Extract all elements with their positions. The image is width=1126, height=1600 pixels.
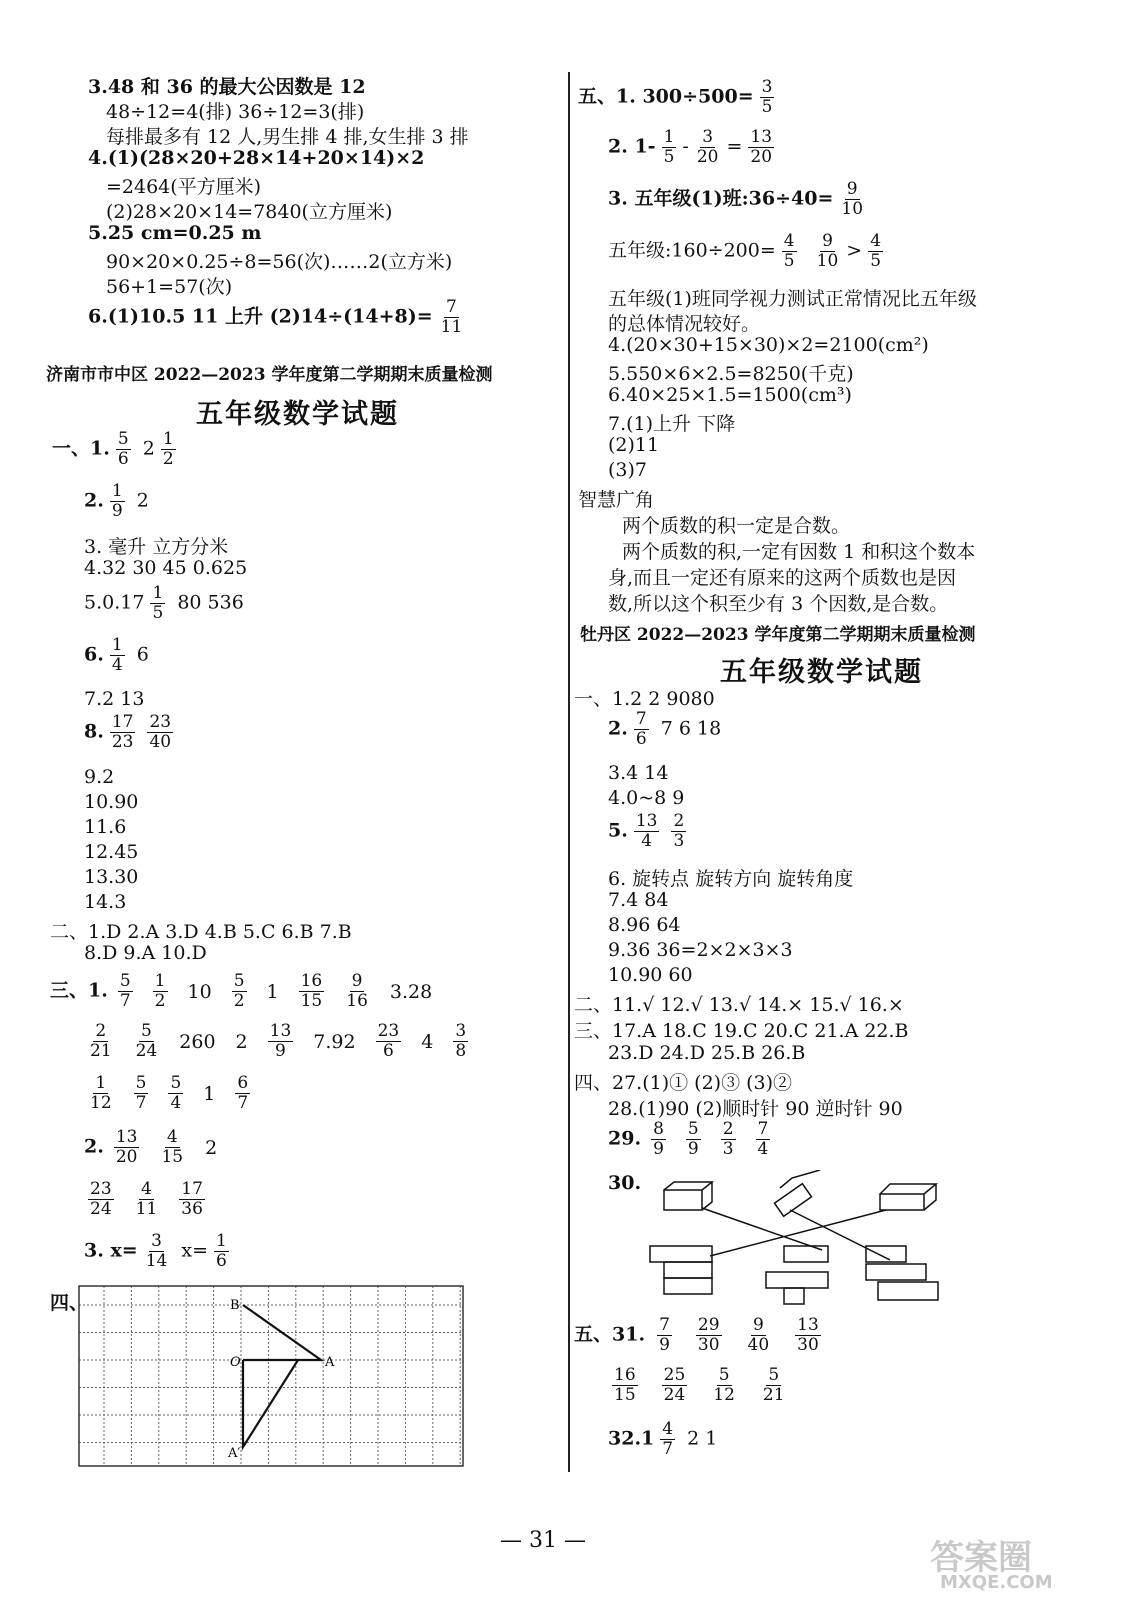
q1-10: 10.90 [84, 791, 139, 813]
q3-1-row1: 三、1. $\frac{5}{7}$ $\frac{1}{2}$ 10 $\frac{5}{2}$ 1 $\frac{16}{15}$ $\frac{9}{16}$ 3.28 [50, 971, 433, 1012]
value-token: 7.92 [313, 1030, 356, 1053]
match-line [790, 1210, 890, 1260]
q1-7: 7.2 13 [84, 688, 145, 710]
q2-line1: 二、1.D 2.A 3.D 4.B 5.C 6.B 7.B [50, 921, 352, 943]
cuboid-1 [664, 1182, 712, 1210]
fraction: $\frac{23}{40}$ [149, 712, 172, 753]
r2-q1-8: 8.96 64 [608, 914, 681, 936]
q1-13: 13.30 [84, 866, 139, 888]
q1-6: 6. $\frac{1}{4}$ 6 [84, 635, 149, 676]
r2-q2: 二、11.√ 12.√ 13.√ 14.× 15.√ 16.× [574, 994, 904, 1016]
fraction: $\frac{1}{2}$ [162, 429, 174, 470]
fraction: $\frac{17}{36}$ [181, 1179, 203, 1220]
q1-3: 3. 毫升 立方分米 [84, 536, 229, 558]
fraction: $\frac{13}{20}$ [115, 1127, 138, 1168]
fraction: $\frac{8}{9}$ [653, 1119, 664, 1160]
r2-q1-6: 6. 旋转点 旋转方向 旋转角度 [608, 868, 854, 890]
fraction: $\frac{6}{7}$ [237, 1073, 249, 1114]
q1-2: 2. $\frac{1}{9}$ 2 [84, 481, 149, 522]
r-q5-7b: (2)11 [608, 434, 660, 456]
fraction: $\frac{17}{23}$ [111, 712, 134, 753]
fraction: $\frac{1}{9}$ [111, 481, 123, 522]
fraction: $\frac{4}{15}$ [161, 1127, 184, 1168]
fraction: $\frac{16}{15}$ [614, 1365, 636, 1406]
q1-8: 8. $\frac{17}{23}$ $\frac{23}{40}$ [84, 712, 172, 753]
coordinate-grid [78, 1285, 470, 1471]
q1-11: 11.6 [84, 816, 127, 838]
ans-4-line3: (2)28×20×14=7840(立方厘米) [106, 201, 393, 223]
fraction: $\frac{13}{9}$ [269, 1021, 292, 1062]
r2-q3-line2: 23.D 24.D 25.B 26.B [608, 1042, 806, 1064]
point-a-label: A [325, 1355, 335, 1370]
r2-q5-32: 32.1 $\frac{4}{7}$ 2 1 [608, 1419, 718, 1460]
r2-q1-3: 3.4 14 [608, 762, 669, 784]
fraction: $\frac{25}{24}$ [663, 1365, 686, 1406]
q3-2-row1: 2. $\frac{13}{20}$ $\frac{4}{15}$ 2 [84, 1127, 218, 1168]
page-number: — 31 — [500, 1528, 586, 1553]
fraction: $\frac{9}{10}$ [841, 179, 864, 220]
q3-1-row3 [78, 1074, 260, 1113]
wisdom-corner-heading: 智慧广角 [578, 489, 655, 511]
r2-q1-5: 5. $\frac{13}{4}$ $\frac{2}{3}$ [608, 811, 685, 852]
ans-3-line3: 每排最多有 12 人,男生排 4 排,女生排 3 排 [106, 126, 469, 148]
value-token: 2 [235, 1030, 248, 1053]
fraction: $\frac{5}{24}$ [135, 1021, 158, 1062]
value-token: 2 [205, 1136, 218, 1159]
wisdom-line4: 数,所以这个积至少有 3 个因数,是合数。 [608, 593, 949, 615]
match-line [710, 1210, 886, 1256]
r-q5-3c: 五年级(1)班同学视力测试正常情况比五年级 [608, 288, 977, 310]
fraction: $\frac{4}{5}$ [783, 231, 795, 272]
r2-q5-31-row2 [600, 1366, 799, 1405]
fraction: $\frac{1}{5}$ [152, 583, 164, 624]
q1-9: 9.2 [84, 766, 115, 788]
wisdom-line1: 两个质数的积一定是合数。 [622, 515, 851, 537]
q3-1-row2 [78, 1022, 478, 1061]
r2-q3-line1: 三、17.A 18.C 19.C 20.C 21.A 22.B [574, 1020, 909, 1042]
fraction: $\frac{13}{20}$ [750, 127, 773, 168]
q2-line2: 8.D 9.A 10.D [84, 942, 207, 964]
fraction: $\frac{3}{20}$ [696, 127, 719, 168]
wisdom-line3: 身,而且一定还有原来的这两个质数也是因 [608, 567, 957, 589]
q3-3: 3. x= $\frac{3}{14}$ x= $\frac{1}{6}$ [84, 1231, 227, 1272]
column-divider [568, 72, 570, 1472]
q1-4: 4.32 30 45 0.625 [84, 557, 248, 579]
point-b-label: B [230, 1298, 240, 1313]
cuboid-2 [774, 1170, 820, 1216]
fraction: $\frac{16}{15}$ [300, 971, 323, 1012]
r2-q1-1: 一、1.2 2 9080 [574, 688, 715, 710]
fraction: $\frac{7}{4}$ [757, 1119, 769, 1160]
ans-5-line3: 56+1=57(次) [106, 276, 233, 298]
fraction: $\frac{9}{40}$ [747, 1315, 770, 1356]
r2-q4-28: 28.(1)90 (2)顺时针 90 逆时针 90 [608, 1098, 903, 1120]
fraction: $\frac{9}{10}$ [816, 231, 839, 272]
watermark-logo: 答案圈 [930, 1538, 1032, 1578]
triangle-rotated [243, 1360, 298, 1447]
fraction: $\frac{3}{14}$ [145, 1231, 168, 1272]
r2-q4-27: 四、27.(1)① (2)③ (3)② [574, 1072, 793, 1094]
r-q5-7: 7.(1)上升 下降 [608, 413, 736, 435]
fraction: $\frac{23}{24}$ [90, 1179, 112, 1220]
r-q5-2: 2. 1- $\frac{1}{5}$ - $\frac{3}{20}$ = $\frac{13}{20}$ [608, 127, 773, 168]
watermark-url: MXQE.COM [940, 1572, 1053, 1593]
cuboid-views-matching [640, 1170, 945, 1310]
r-q5-3b: 五年级:160÷200= $\frac{4}{5}$ $\frac{9}{10}$ > $\frac{4}{5}$ [608, 231, 882, 272]
r2-q4-29: 29. $\frac{8}{9}$ $\frac{5}{9}$ $\frac{2}{3}$ $\frac{7}{4}$ [608, 1119, 769, 1160]
fraction: $\frac{5}{9}$ [687, 1119, 699, 1160]
fraction: $\frac{13}{4}$ [635, 811, 658, 852]
fraction: $\frac{3}{8}$ [455, 1021, 467, 1062]
r-q5-3: 3. 五年级(1)班:36÷40= $\frac{9}{10}$ [608, 179, 864, 220]
value-token: 3.28 [389, 980, 433, 1003]
fraction: $\frac{5}{12}$ [713, 1365, 735, 1406]
r-q5-4: 4.(20×30+15×30)×2=2100(cm²) [608, 334, 929, 356]
r-q5-1: 五、1. 300÷500= $\frac{3}{5}$ [578, 77, 773, 118]
fraction: $\frac{7}{11}$ [440, 297, 463, 338]
match-line [702, 1208, 822, 1250]
r2-q1-10: 10.90 60 [608, 964, 693, 986]
section-header: 牡丹区 2022—2023 学年度第二学期期末质量检测 [580, 625, 976, 645]
ans-3-line2: 48÷12=4(排) 36÷12=3(排) [106, 101, 365, 123]
exam-title: 五年级数学试题 [196, 399, 399, 430]
fraction: $\frac{5}{21}$ [762, 1365, 785, 1406]
fraction: $\frac{7}{6}$ [635, 709, 647, 750]
r2-q1-4: 4.0~8 9 [608, 787, 685, 809]
value-token: 1 [203, 1082, 216, 1105]
q4-label: 四、 [50, 1292, 89, 1314]
fraction: $\frac{5}{2}$ [233, 971, 245, 1012]
fraction: $\frac{29}{30}$ [697, 1315, 720, 1356]
ans-6: 6.(1)10.5 11 上升 (2)14÷(14+8)= $\frac{7}{11}$ [88, 297, 463, 338]
value-token: 10 [187, 980, 212, 1003]
fraction: $\frac{1}{2}$ [154, 971, 166, 1012]
value-token: 1 [266, 980, 279, 1003]
fraction: $\frac{9}{16}$ [346, 971, 368, 1012]
fraction: $\frac{4}{11}$ [135, 1179, 158, 1220]
q1-12: 12.45 [84, 841, 139, 863]
fraction: $\frac{2}{21}$ [90, 1021, 112, 1062]
value-token: 260 [179, 1030, 216, 1053]
r-q5-6: 6.40×25×1.5=1500(cm³) [608, 384, 852, 406]
q1-5: 5.0.17 $\frac{1}{5}$ 80 536 [84, 583, 244, 624]
triangle-bao [243, 1305, 321, 1360]
fraction: $\frac{5}{4}$ [170, 1073, 182, 1114]
ans-5-line2: 90×20×0.25÷8=56(次)……2(立方米) [106, 251, 453, 273]
fraction: $\frac{1}{5}$ [663, 127, 675, 168]
r-q5-3d: 的总体情况较好。 [608, 313, 761, 335]
r2-q1-2: 2. $\frac{7}{6}$ 7 6 18 [608, 709, 722, 750]
fraction: $\frac{2}{3}$ [722, 1119, 734, 1160]
fraction: $\frac{2}{3}$ [673, 811, 685, 852]
fraction: $\frac{1}{4}$ [111, 635, 123, 676]
fraction: $\frac{4}{7}$ [662, 1419, 674, 1460]
fraction: $\frac{5}{6}$ [117, 429, 129, 470]
fraction: $\frac{23}{6}$ [377, 1021, 400, 1062]
fraction: $\frac{5}{7}$ [135, 1073, 147, 1114]
q3-2-row2 [78, 1180, 215, 1219]
ans-4-line2: =2464(平方厘米) [106, 176, 262, 198]
fraction: $\frac{7}{9}$ [659, 1315, 670, 1356]
fraction: $\frac{13}{30}$ [797, 1315, 819, 1356]
r2-q1-9: 9.36 36=2×2×3×3 [608, 939, 793, 961]
exam-title: 五年级数学试题 [720, 657, 923, 688]
r2-q5-31-row1: 五、31. $\frac{7}{9}$ $\frac{29}{30}$ $\frac{9}{40}$ $\frac{13}{30}$ [574, 1315, 819, 1356]
ans-4: 4.(1)(28×20+28×14+20×14)×2 [88, 147, 425, 169]
q1-14: 14.3 [84, 891, 127, 913]
view-set-2 [766, 1246, 828, 1304]
fraction: $\frac{4}{5}$ [870, 231, 882, 272]
r-q5-7c: (3)7 [608, 459, 648, 481]
point-o-label: O [230, 1355, 241, 1370]
wisdom-line2: 两个质数的积,一定有因数 1 和积这个数本 [622, 541, 976, 563]
r2-q1-7: 7.4 84 [608, 889, 669, 911]
r2-q4-30: 30. [608, 1172, 642, 1194]
q1-1: 一、1. $\frac{5}{6}$ 2 $\frac{1}{2}$ [52, 429, 174, 470]
section-header: 济南市市中区 2022—2023 学年度第二学期期末质量检测 [46, 365, 493, 385]
ans-5: 5.25 cm=0.25 m [88, 222, 262, 244]
fraction: $\frac{1}{6}$ [216, 1231, 227, 1272]
fraction: $\frac{1}{12}$ [90, 1073, 112, 1114]
value-token: 4 [421, 1030, 434, 1053]
point-a-prime-label: A′ [228, 1446, 241, 1461]
fraction: $\frac{3}{5}$ [761, 77, 773, 118]
r-q5-5: 5.550×6×2.5=8250(千克) [608, 363, 854, 385]
cuboid-3 [880, 1184, 936, 1210]
view-set-1 [650, 1246, 712, 1294]
ans-3: 3.48 和 36 的最大公因数是 12 [88, 76, 366, 98]
fraction: $\frac{5}{7}$ [119, 971, 131, 1012]
